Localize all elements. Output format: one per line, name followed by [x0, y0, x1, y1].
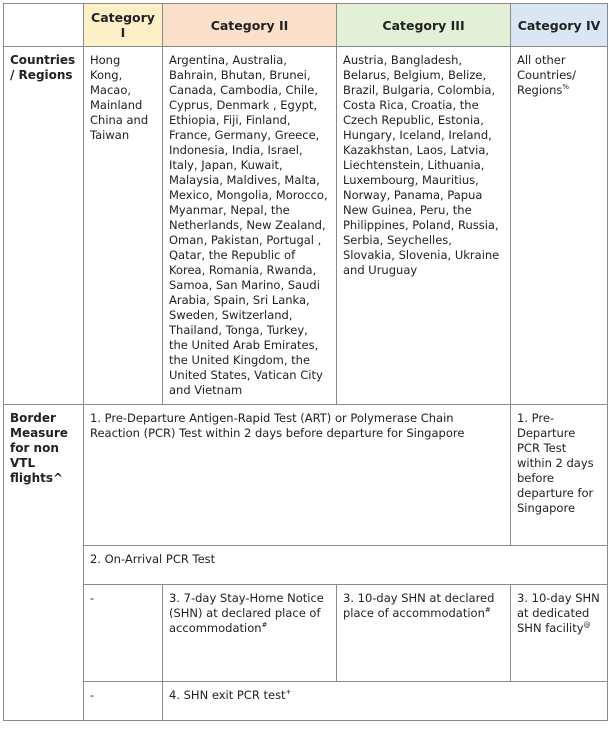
- header-category-3: Category III: [337, 4, 511, 47]
- shn-exit-test-row: [4, 682, 608, 721]
- countries-category-3: Austria, Bangladesh, Belarus, Belgium, Belize, Brazil, Bulgaria, Colombia, Costa Rica, Croatia, the Czech Republic, Estonia, Hungary, Iceland, Ireland, Kazakhstan, Laos, Latvia, Liechtenstein, Lithuania, Luxembourg, Mauritius, Norway, Panama, Papua New Guinea, Peru, the Philippines, Poland, Russia, Serbia, Seychelles, Slovakia, Slovenia, Ukraine and Uruguay: [337, 47, 511, 405]
- header-blank-cell: [4, 4, 84, 47]
- countries-category-2: Argentina, Australia, Bahrain, Bhutan, Brunei, Canada, Cambodia, Chile, Cyprus, Denmark , Egypt, Ethiopia, Fiji, Finland, France, Germany, Greece, Indonesia, India, Israel, Italy, Japan, Kuwait, Malaysia, Maldives, Malta, Mexico, Mongolia, Morocco, Myanmar, Nepal, the Netherlands, New Zealand, Oman, Pakistan, Portugal , Qatar, the Republic of Korea, Romania, Rwanda, Samoa, San Marino, Saudi Arabia, Spain, Sri Lanka, Sweden, Switzerland, Thailand, Tonga, Turkey, the United Arab Emirates, the United Kingdom, the United States, Vatican City and Vietnam: [163, 47, 337, 405]
- countries-row: [4, 47, 608, 405]
- footnote-mark-at: @: [583, 621, 591, 630]
- border-measures-table: [3, 3, 608, 721]
- shn-category-3: [337, 585, 511, 682]
- header-category-4: Category IV: [511, 4, 608, 47]
- header-row: [4, 4, 608, 47]
- header-category-1: Category I: [84, 4, 163, 47]
- shn-category-2-text: 3. 7-day Stay-Home Notice (SHN) at declared place of accommodation: [169, 591, 324, 635]
- pre-departure-test-category-4: 1. Pre-Departure PCR Test within 2 days before departure for Singapore: [511, 405, 608, 546]
- footnote-mark-hash: #: [261, 621, 268, 630]
- on-arrival-test-row: [4, 546, 608, 585]
- shn-exit-test-category-1: -: [84, 682, 163, 721]
- shn-category-1: -: [84, 585, 163, 682]
- shn-exit-test-categories-2-4: [163, 682, 608, 721]
- shn-category-4-text: 3. 10-day SHN at dedicated SHN facility: [517, 591, 600, 635]
- pre-departure-test-row: [4, 405, 608, 546]
- countries-category-4-text: All other Countries/ Regions: [517, 53, 577, 97]
- countries-category-1: Hong Kong, Macao, Mainland China and Taiwan: [84, 47, 163, 405]
- shn-row: [4, 585, 608, 682]
- on-arrival-test-all-categories: 2. On-Arrival PCR Test: [84, 546, 608, 585]
- footnote-mark-plus: +: [285, 688, 292, 697]
- footnote-mark-hash: #: [484, 606, 491, 615]
- footnote-mark-percent: %: [562, 83, 570, 92]
- shn-category-3-text: 3. 10-day SHN at declared place of accommodation: [343, 591, 495, 620]
- pre-departure-test-categories-1-3: 1. Pre-Departure Antigen-Rapid Test (ART) or Polymerase Chain Reaction (PCR) Test within 2 days before departure for Singapore: [84, 405, 511, 546]
- countries-category-4: [511, 47, 608, 405]
- countries-row-label: Countries / Regions: [4, 47, 84, 405]
- border-measure-row-label: Border Measure for non VTL flights^: [4, 405, 84, 721]
- shn-category-4: [511, 585, 608, 682]
- header-category-2: Category II: [163, 4, 337, 47]
- shn-exit-test-text: 4. SHN exit PCR test: [169, 688, 286, 702]
- shn-category-2: [163, 585, 337, 682]
